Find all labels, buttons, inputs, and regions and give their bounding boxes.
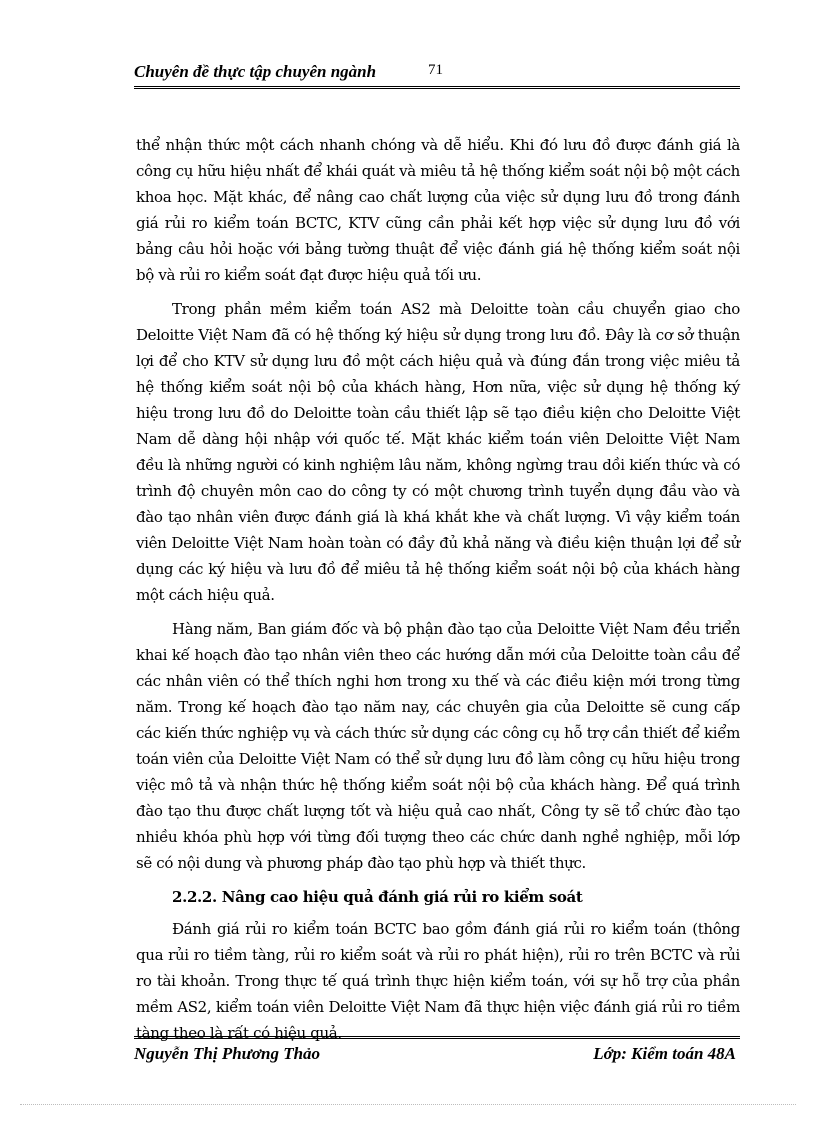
page-footer [134,1036,740,1069]
page-header [134,58,740,89]
paragraph: Đánh giá rủi ro kiểm toán BCTC bao gồm đánh giá rủi ro kiểm toán (thông qua rủi ro tiềm tàng, rủi ro kiểm soát và rủi ro phát hiện), rủi ro trên BCTC và rủi ro tài khoản. Trong thực tế quá trình thực hiện kiểm toán, với sự hỗ trợ của phần mềm AS2, kiểm toán viên Deloitte Việt Nam đã thực hiện việc đánh giá rủi ro tiềm tàng theo là rất có hiệu quả. [136,920,740,1042]
section-heading: 2.2.2. Nâng cao hiệu quả đánh giá rủi ro kiểm soát [172,888,583,906]
paragraph: Trong phần mềm kiểm toán AS2 mà Deloitte toàn cầu chuyển giao cho Deloitte Việt Nam đã có hệ thống ký hiệu sử dụng trong lưu đồ. Đây là cơ sở thuận lợi để cho KTV sử dụng lưu đồ một cách hiệu quả và đúng đắn trong việc miêu tả hệ thống kiểm soát nội bộ của khách hàng, Hơn nữa, việc sử dụng hệ thống ký hiệu trong lưu đồ do Deloitte toàn cầu thiết lập sẽ tạo điều kiện cho Deloitte Việt Nam dễ dàng hội nhập với quốc tế. Mặt khác kiểm toán viên Deloitte Việt Nam đều là những người có kinh nghiệm lâu năm, không ngừng trau dồi kiến thức và có trình độ chuyên môn cao do công ty có một chương trình tuyển dụng đầu vào và đào tạo nhân viên được đánh giá là khá khắt khe và chất lượng. Vì vậy kiểm toán viên Deloitte Việt Nam hoàn toàn có đầy đủ khả năng và điều kiện thuận lợi để sử dụng các ký hiệu và lưu đồ để miêu tả hệ thống kiểm soát nội bộ của khách hàng một cách hiệu quả. [136,300,740,604]
footer-class: Lớp: Kiểm toán 48A [593,1044,736,1063]
paragraph: thể nhận thức một cách nhanh chóng và dễ hiểu. Khi đó lưu đồ được đánh giá là công cụ hữu hiệu nhất để khái quát và miêu tả hệ thống kiểm soát nội bộ một cách khoa học. Mặt khác, để nâng cao chất lượng của việc sử dụng lưu đồ trong đánh giá rủi ro kiểm toán BCTC, KTV cũng cần phải kết hợp việc sử dụng lưu đồ với bảng câu hỏi hoặc với bảng tường thuật để việc đánh giá hệ thống kiểm soát nội bộ và rủi ro kiểm soát đạt được hiệu quả tối ưu. [136,136,740,284]
header-title: Chuyên đề thực tập chuyên ngành [134,62,377,81]
page-number: 71 [428,62,443,78]
document-body [136,132,740,1054]
paragraph: Hàng năm, Ban giám đốc và bộ phận đào tạo của Deloitte Việt Nam đều triển khai kế hoạch đào tạo nhân viên theo các hướng dẫn mới của Deloitte toàn cầu để các nhân viên có thể thích nghi hơn trong xu thế và các điều kiện mới trong từng năm. Trong kế hoạch đào tạo năm nay, các chuyên gia của Deloitte sẽ cung cấp các kiến thức nghiệp vụ và cách thức sử dụng các công cụ hỗ trợ cần thiết để kiểm toán viên của Deloitte Việt Nam có thể sử dụng lưu đồ làm công cụ hữu hiệu trong việc mô tả và nhận thức hệ thống kiểm soát nội bộ của khách hàng. Để quá trình đào tạo thu được chất lượng tốt và hiệu quả cao nhất, Công ty sẽ tổ chức đào tạo nhiều khóa phù hợp với từng đối tượng theo các chức danh nghề nghiệp, mỗi lớp sẽ có nội dung và phương pháp đào tạo phù hợp và thiết thực. [136,620,740,872]
footer-author: Nguyễn Thị Phương Thảo [134,1044,321,1063]
page-edge-divider [20,1104,796,1105]
